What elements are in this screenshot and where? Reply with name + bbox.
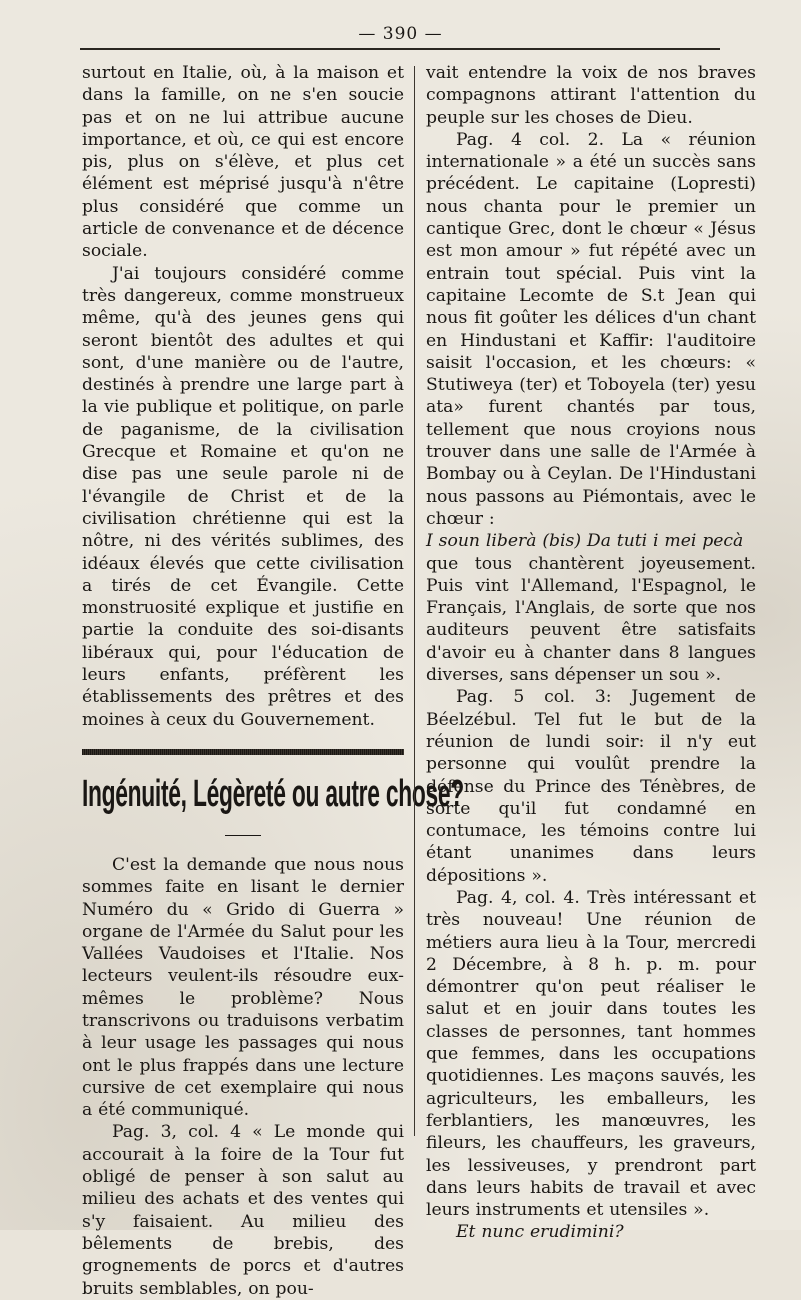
right-paragraph-3: que tous chantèrent joyeusement. Puis vint l'Allemand, l'Espagnol, le Français, l'Anglais, de sorte que nos auditeurs peuvent être satisfaits d'avoir eu à chanter dans 8 langues diverses, sans dépenser un sou ». [426,553,756,686]
left-paragraph-1: surtout en Italie, où, à la maison et dans la famille, on ne s'en soucie pas et on ne lui attribue aucune importance, et où, ce qui est encore pis, plus on s'élève, et plus cet élément est méprisé jusqu'à n'être plus considéré que comme un article de convenance et de décence sociale. [82,63,404,262]
right-paragraph-4: Pag. 5 col. 3: Jugement de Béelzébul. Tel fut le but de la réunion de lundi soir: il n'y eut personne qui voulût prendre la défense du Prince des Ténèbres, de sorte qu'il fut condamné en contumace, les témoins contre lui étant unanimes dans leurs dépositions ». [426,687,756,886]
song-verse: I soun liberà (bis) Da tuti i mei pecà [426,531,744,552]
left-paragraph-4: Pag. 3, col. 4 « Le monde qui accourait à la foire de la Tour fut obligé de penser à son salut au milieu des achats et des ventes qui s'y faisaient. Au milieu des bêlements de brebis, des grognements de porcs et d'autres bruits semblables, on pou- [82,1122,404,1299]
article-headline: Ingénuité, Légèreté ou autre chose? [82,772,464,815]
right-paragraph-2: Pag. 4 col. 2. La « réunion internationale » a été un succès sans précédent. Le capitaine (Lopresti) nous chanta pour le premier un cantique Grec, dont le chœur « Jésus est mon amour » fut répété avec un entrain tout spécial. Puis vint la capitaine Lecomte de S.t Jean qui nous fit goûter les délices d'un chant en Hindustani et Kaffir: l'auditoire saisit l'occasion, et les chœurs: « Stutiweya (ter) et Toboyela (ter) yesu ata» furent chantés par tous, tellement que nous croyions nous trouver dans une salle de l'Armée à Bombay ou à Ceylan. De l'Hindustani nous passons au Piémontais, avec le chœur : [426,129,756,529]
section-rule [82,749,404,755]
right-paragraph-1: vait entendre la voix de nos braves compagnons attirant l'attention du peuple sur les choses de Dieu. [426,63,756,128]
headline-dash [225,835,261,836]
right-paragraph-5: Pag. 4, col. 4. Très intéressant et très nouveau! Une réunion de métiers aura lieu à la Tour, mercredi 2 Décembre, à 8 h. p. m. pour démontrer qu'on peut réaliser le salut et en jouir dans toutes les classes de personnes, tant hommes que femmes, dans les occupations quotidiennes. Les maçons sauvés, les agriculteurs, les emballeurs, les ferblantiers, les manœuvres, les fileurs, les chauffeurs, les graveurs, les lessiveuses, y prendront part dans leurs habits de travail et avec leurs instruments et utensiles ». [426,887,756,1221]
left-paragraph-3: C'est la demande que nous nous sommes faite en lisant le dernier Numéro du « Grido di Guerra » organe de l'Armée du Salut pour les Vallées Vaudoises et l'Italie. Nos lecteurs veulent-ils résoudre eux-mêmes le problème? Nous transcrivons ou traduisons verbatim à leur usage les passages qui nous ont le plus frappés dans une lecture cursive de cet exemplaire qui nous a été communiqué. [82,854,404,1121]
left-column [82,62,464,1300]
left-paragraph-2: J'ai toujours considéré comme très dangereux, comme monstrueux même, qu'à des jeunes gens qui seront bientôt des adultes et qui sont, d'une manière ou de l'autre, destinés à prendre une large part à la vie publique et politique, on parle de paganisme, de la civilisation Grecque et Romaine et qu'on ne dise pas une seule parole ni de l'évangile de Christ et de la civilisation chrétienne qui est la nôtre, ni des vérités sublimes, des idéaux élevés que cette civilisation a tirés de cet Évangile. Cette monstruosité explique et justifie en partie la conduite des soi-disants libéraux qui, pour l'éducation de leurs enfants, préfèrent les établissements des prêtres et des moines à ceux du Gouvernement. [82,263,404,730]
right-column [426,62,756,1244]
column-divider [414,66,415,1136]
header-rule [80,48,720,50]
page-number: — 390 — [358,24,443,44]
closing-line: Et nunc erudimini? [456,1222,624,1243]
